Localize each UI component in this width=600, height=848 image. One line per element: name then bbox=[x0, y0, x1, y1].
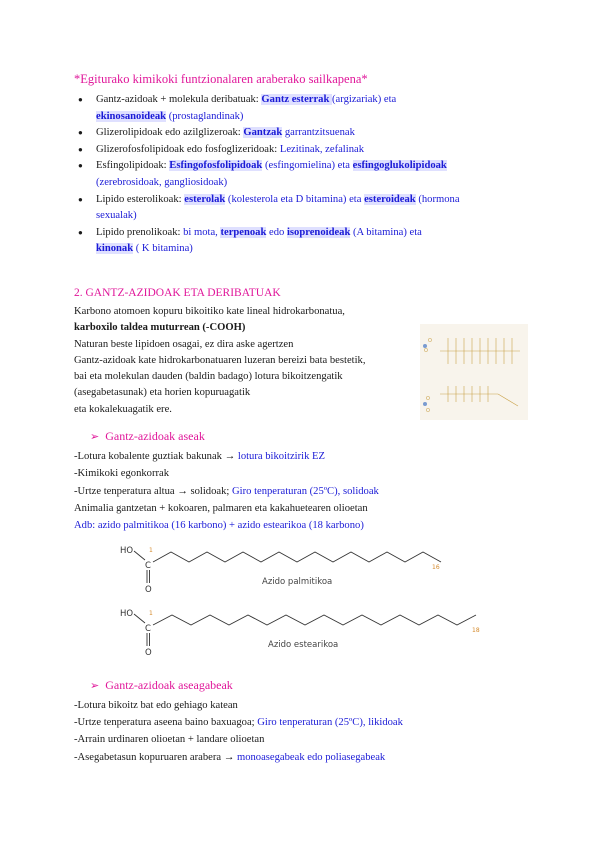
intro-line: bai eta molekulan dauden (baldin badago) lotura bikoitzengatik bbox=[74, 371, 343, 383]
ho-label: HO bbox=[120, 609, 134, 619]
highlight-term: Gantz esterrak bbox=[261, 94, 333, 105]
svg-text:O: O bbox=[426, 396, 430, 402]
list-item bbox=[72, 192, 492, 225]
text-segment: -Urtze tenperatura altua bbox=[74, 486, 175, 497]
highlight-term: Gantzak bbox=[243, 127, 283, 139]
text-line bbox=[74, 466, 169, 481]
item-note: (hormona sexualak) bbox=[96, 193, 460, 222]
carbon-number-label: 18 bbox=[472, 627, 480, 634]
right-arrow-icon: → bbox=[177, 486, 188, 497]
intro-line: Karbono atomoen kopuru bikoitiko kate lineal hidrokarbonatua, bbox=[74, 306, 345, 317]
text-segment: solidoak; bbox=[190, 486, 230, 497]
item-note: (kolesterola eta D bitamina) eta bbox=[225, 193, 365, 205]
highlight-term: ekinosanoideak bbox=[96, 110, 167, 122]
text-line bbox=[74, 501, 368, 516]
item-note: (prostaglandinak) bbox=[166, 110, 244, 122]
highlight-term: esterolak bbox=[184, 193, 226, 205]
item-note: (zerebrosidoak, gangliosidoak) bbox=[96, 176, 228, 188]
intro-line: eta kokalekuagatik ere. bbox=[74, 403, 172, 415]
text-segment: -Asegabetasun kopuruaren arabera bbox=[74, 752, 222, 763]
carbon-label: C bbox=[145, 624, 151, 634]
list-item bbox=[72, 125, 492, 142]
page-title: *Egiturako kimikoki funtzionalaren araberako sailkapena* bbox=[74, 72, 368, 86]
text-line bbox=[74, 715, 403, 730]
list-item bbox=[72, 158, 492, 191]
text-segment: -Kimikoki egonkorrak bbox=[74, 468, 170, 479]
intro-paragraph bbox=[74, 304, 424, 418]
ho-label: HO bbox=[120, 546, 134, 556]
text-line bbox=[74, 732, 264, 747]
carbon-label: C bbox=[145, 561, 151, 571]
svg-text:O: O bbox=[424, 348, 428, 354]
item-text: Esfingolipidoak: bbox=[96, 160, 170, 172]
svg-text:O: O bbox=[428, 338, 432, 344]
item-text: Lipido esterolikoak: bbox=[96, 193, 185, 205]
palmitic-acid-structure bbox=[118, 538, 448, 600]
item-note: bi mota, bbox=[183, 226, 221, 238]
text-segment: Animalia gantzetan + kokoaren, palmaren eta kakahuetearen olioetan bbox=[74, 503, 368, 514]
text-segment: -Lotura kobalente guztiak bakunak bbox=[74, 451, 222, 462]
text-segment: Giro tenperaturan (25ºC), likidoak bbox=[257, 717, 403, 728]
text-segment: -Arrain urdinaren olioetan + landare olioetan bbox=[74, 734, 265, 745]
item-note: garrantzitsuenak bbox=[282, 127, 355, 139]
subsection-heading bbox=[90, 678, 233, 693]
text-segment: Giro tenperaturan (25ºC), solidoak bbox=[232, 486, 379, 497]
stearic-acid-structure bbox=[118, 601, 488, 663]
subsection-title: Gantz-azidoak aseak bbox=[105, 429, 205, 443]
highlight-term: esfingoglukolipidoak bbox=[352, 160, 447, 172]
carbon-number-label: 1 bbox=[149, 610, 153, 617]
list-item bbox=[72, 225, 492, 258]
intro-line: (asegabetasunak) eta horien kopuruagatik bbox=[74, 387, 251, 399]
highlight-term: isoprenoideak bbox=[286, 226, 351, 238]
item-text: Glizerolipidoak edo azilglizeroak: bbox=[96, 127, 244, 139]
section-heading: 2. GANTZ-AZIDOAK ETA DERIBATUAK bbox=[74, 287, 281, 299]
intro-line: Gantz-azidoak kate hidrokarbonatuaren luzeran bereizi bata bestetik, bbox=[74, 354, 366, 366]
item-note: (argizariak) eta bbox=[332, 94, 397, 105]
text-line bbox=[74, 518, 364, 533]
item-note: edo bbox=[266, 226, 287, 238]
carbon-number-label: 16 bbox=[432, 564, 440, 571]
structure-label: Azido estearikoa bbox=[268, 640, 339, 650]
item-note: (esfingomielina) eta bbox=[262, 160, 353, 172]
highlight-term: terpenoak bbox=[220, 226, 267, 238]
item-note: (A bitamina) eta bbox=[350, 226, 422, 238]
arrow-bullet-icon: ➢ bbox=[90, 680, 100, 692]
text-line bbox=[74, 698, 238, 713]
fatty-acid-structure-image bbox=[420, 324, 528, 420]
highlight-term: Esfingofosfolipidoak bbox=[169, 160, 263, 172]
text-line bbox=[74, 750, 385, 765]
item-note: Lezitinak, zefalinak bbox=[279, 143, 364, 155]
subsection-heading bbox=[90, 429, 205, 444]
intro-line: Naturan beste lipidoen osagai, ez dira aske agertzen bbox=[74, 338, 294, 350]
text-segment: Adb: azido palmitikoa (16 karbono) + azido estearikoa (18 karbono) bbox=[74, 520, 364, 531]
svg-text:O: O bbox=[426, 408, 430, 414]
classification-list bbox=[72, 92, 492, 258]
carbon-number-label: 1 bbox=[149, 547, 153, 554]
list-item bbox=[72, 92, 492, 125]
item-note: ( K bitamina) bbox=[133, 243, 193, 255]
text-segment: -Urtze tenperatura aseena baino baxuagoa; bbox=[74, 717, 255, 728]
text-segment: monoasegabeak edo poliasegabeak bbox=[236, 752, 386, 763]
item-text: Lipido prenolikoak: bbox=[96, 226, 184, 238]
text-line bbox=[74, 449, 325, 464]
text-segment: lotura bikoitzirik EZ bbox=[237, 451, 325, 462]
oxygen-label: O bbox=[145, 648, 152, 658]
text-line bbox=[74, 484, 379, 499]
oxygen-label: O bbox=[145, 585, 152, 595]
intro-line: karboxilo taldea muturrean (-COOH) bbox=[74, 322, 246, 334]
item-text: Glizerofosfolipidoak edo fosfoglizeridoak: bbox=[96, 143, 280, 155]
list-item bbox=[72, 142, 492, 159]
item-text: Gantz-azidoak + molekula deribatuak: bbox=[96, 94, 262, 105]
subsection-title: Gantz-azidoak aseagabeak bbox=[105, 678, 233, 692]
structure-label: Azido palmitikoa bbox=[262, 577, 333, 587]
text-segment: -Lotura bikoitz bat edo gehiago katean bbox=[74, 700, 238, 711]
right-arrow-icon: → bbox=[224, 451, 236, 462]
arrow-bullet-icon: ➢ bbox=[90, 431, 100, 443]
highlight-term: kinonak bbox=[96, 243, 134, 255]
right-arrow-icon: → bbox=[223, 752, 235, 763]
highlight-term: esteroideak bbox=[364, 193, 416, 205]
